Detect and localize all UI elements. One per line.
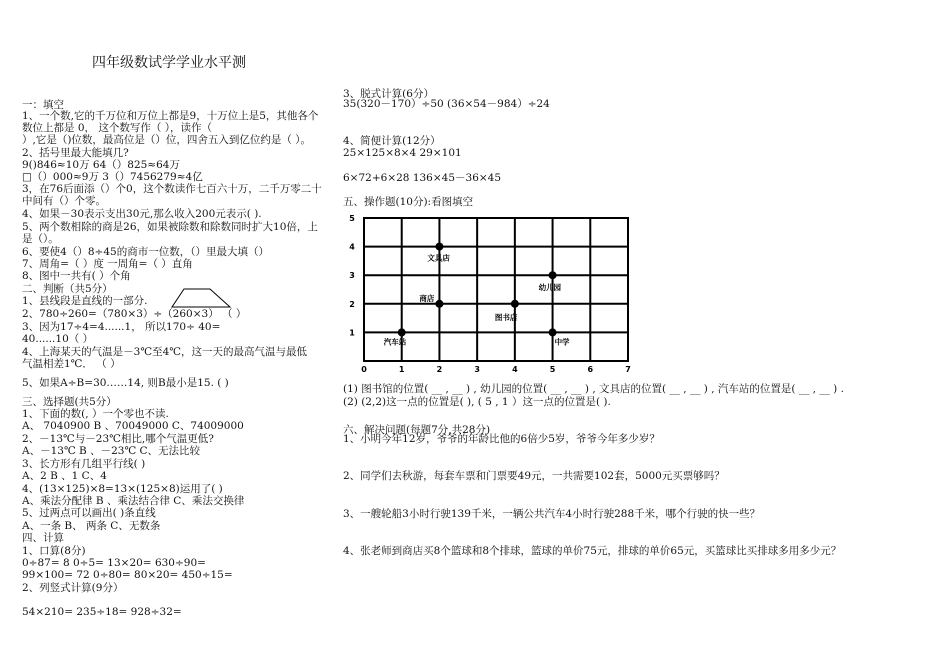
left-line-2: 数位上都是 0， 这个数写作（ ），读作（: [22, 122, 212, 134]
left-line-17: 2、780÷260=（780×3）÷（260×3） （ ）: [22, 308, 247, 320]
place-point: [398, 328, 406, 336]
left-line-22: 5、如果A÷B=30……14, 则B最小是15. ( ): [22, 377, 229, 389]
y-tick-label: 5: [349, 214, 355, 223]
place-point: [435, 300, 443, 308]
left-line-8: 中间有（）个零。: [22, 195, 106, 207]
left-line-34: 四、计算: [22, 532, 64, 544]
left-line-18: 3、因为17÷4=4......1， 所以170÷ 40=: [22, 321, 221, 333]
trapezoid-figure: [170, 287, 240, 309]
x-tick-label: 7: [625, 365, 631, 374]
left-line-21: 气温相差1℃． （ ）: [22, 358, 121, 370]
left-line-0: 一：填空: [22, 99, 64, 111]
place-label: 幼儿园: [538, 283, 562, 293]
right-line-2: 4、简便计算(12分）: [343, 135, 441, 147]
left-line-9: 4、如果－30表示支出30元,那么收入200元表示( ).: [22, 208, 262, 220]
left-line-29: A、2 B 、1 C、4: [22, 470, 107, 482]
left-line-39: 54×210= 235÷18= 928÷32=: [22, 606, 182, 618]
x-tick-label: 4: [512, 365, 518, 374]
place-label: 汽车站: [383, 337, 407, 347]
left-line-16: 1、县线段是直线的一部分.: [22, 295, 148, 307]
y-tick-label: 4: [349, 242, 355, 252]
left-line-7: 3，在76后面添（）个0，这个数读作七百六十万，二千万零二十: [22, 183, 322, 195]
right-line-1: 35(320－170）÷50 (36×54－984）÷24: [343, 98, 550, 110]
left-line-13: 7、周角=（ ）度 一周角=（ ）直角: [22, 258, 193, 270]
x-tick-label: 5: [549, 365, 556, 374]
right-line-6: (1) 图书馆的位置( __ , __ ) , 幼儿园的位置( __ , __ ) , 文具店的位置( __ , __ ) , 汽车站的位置是( __ , __ ) .: [343, 383, 844, 395]
left-line-26: 2、－13℃与－23℃相比,哪个气温更低?: [22, 433, 214, 445]
right-line-7: (2) (2,2)这一点的位置是( ), ( 5 , 1 ）这一点的位置是( ).: [343, 396, 611, 408]
right-line-0: 3、脱式计算(6分）: [343, 88, 434, 100]
x-tick-label: 2: [436, 365, 443, 374]
x-tick-label: 1: [398, 365, 405, 374]
left-line-15: 二、判断（共5分）: [22, 283, 113, 295]
left-line-36: 0÷87= 8 0÷5= 13×20= 630÷90=: [22, 557, 206, 569]
left-line-11: 是（）。: [22, 233, 59, 245]
left-line-28: 3、长方形有几组平行线( ): [22, 458, 146, 470]
place-point: [549, 328, 557, 336]
left-line-3: ）,它是（)位数，最高位是（）位，四舍五入到亿位约是（ ）。: [22, 134, 312, 146]
right-line-3: 25×125×8×4 29×101: [343, 147, 462, 159]
left-line-37: 99×100= 72 0÷80= 80×20= 450÷15=: [22, 569, 233, 581]
page-title: 四年级数试学学业水平测: [92, 55, 246, 71]
left-line-27: A、－13℃ B 、－23℃ C、无法比较: [22, 445, 201, 457]
right-line-9: 1、小明今年12岁，爷爷的年龄比他的6倍少5岁，爷爷今年多少岁？: [343, 433, 660, 445]
coordinate-grid: [340, 214, 640, 374]
right-line-5: 五、操作题(10分):看图填空: [343, 196, 474, 208]
place-point: [511, 300, 519, 308]
left-line-33: A、一条 B、 两条 C、无数条: [22, 520, 161, 532]
y-tick-label: 3: [349, 271, 355, 281]
left-line-5: 9()846≈10万 64（）825≈64万: [22, 159, 180, 171]
right-line-11: 3、一艘轮船3小时行驶139千米，一辆公共汽车4小时行驶288千米，哪个行驶的快一些？: [343, 508, 761, 520]
place-point: [549, 271, 557, 279]
left-line-4: 2、括号里最大能填几?: [22, 147, 129, 159]
left-line-6: □（）000≈9万 3（）7456279≈4亿: [22, 171, 203, 183]
right-line-12: 4、张老师到商店买8个篮球和8个排球，篮球的单价75元，排球的单价65元，买篮球比买排球多用多少元？: [343, 545, 842, 557]
left-line-19: 40......10（ ）: [22, 333, 94, 345]
place-label: 商店: [419, 293, 435, 303]
left-line-31: A、乘法分配律 B 、乘法结合律 C、乘法交换律: [22, 495, 245, 507]
left-line-38: 2、列竖式计算(9分）: [22, 582, 124, 594]
left-line-12: 6、要使4（）8÷45的商市一位数，（）里最大填（）: [22, 246, 269, 258]
left-line-30: 4、(13×125)×8=13×(125×8)运用了( ): [22, 483, 223, 495]
left-line-20: 4、上海某天的气温是－3℃至4℃，这一天的最高气温与最低: [22, 346, 308, 358]
left-line-1: 1、一个数,它的千万位和万位上都是9，十万位上是5，其他各个: [22, 110, 319, 122]
y-tick-label: 1: [349, 328, 355, 338]
left-line-35: 1、口算(8分): [22, 545, 86, 557]
right-line-10: 2、同学们去秋游，每套车票和门票要49元，一共需要102套，5000元买票够吗？: [343, 470, 725, 482]
left-line-10: 5、两个数相除的商是26，如果被除数和除数同时扩大10倍，上: [22, 221, 318, 233]
x-tick-label: 6: [587, 365, 594, 374]
place-point: [435, 243, 443, 251]
x-tick-label: 3: [474, 365, 480, 374]
y-tick-label: 2: [349, 299, 355, 309]
place-label: 中学: [554, 337, 570, 347]
left-line-32: 5、过两点可以画出( )条直线: [22, 507, 156, 519]
place-label: 文具店: [427, 253, 450, 263]
place-label: 图书店: [494, 312, 518, 322]
right-line-8: 六、解决问题(每题7分,共28分): [343, 424, 491, 436]
right-line-4: 6×72+6×28 136×45－36×45: [343, 172, 502, 184]
x-tick-label: 0: [361, 365, 367, 374]
left-line-25: A、 7040900 B 、70049000 C、74009000: [22, 420, 244, 432]
left-line-24: 1、下面的数(, ）一个零也不读.: [22, 408, 169, 420]
left-line-14: 8、图中一共有( ）个角: [22, 270, 131, 282]
left-line-23: 三、选择题(共5分）: [22, 396, 117, 408]
